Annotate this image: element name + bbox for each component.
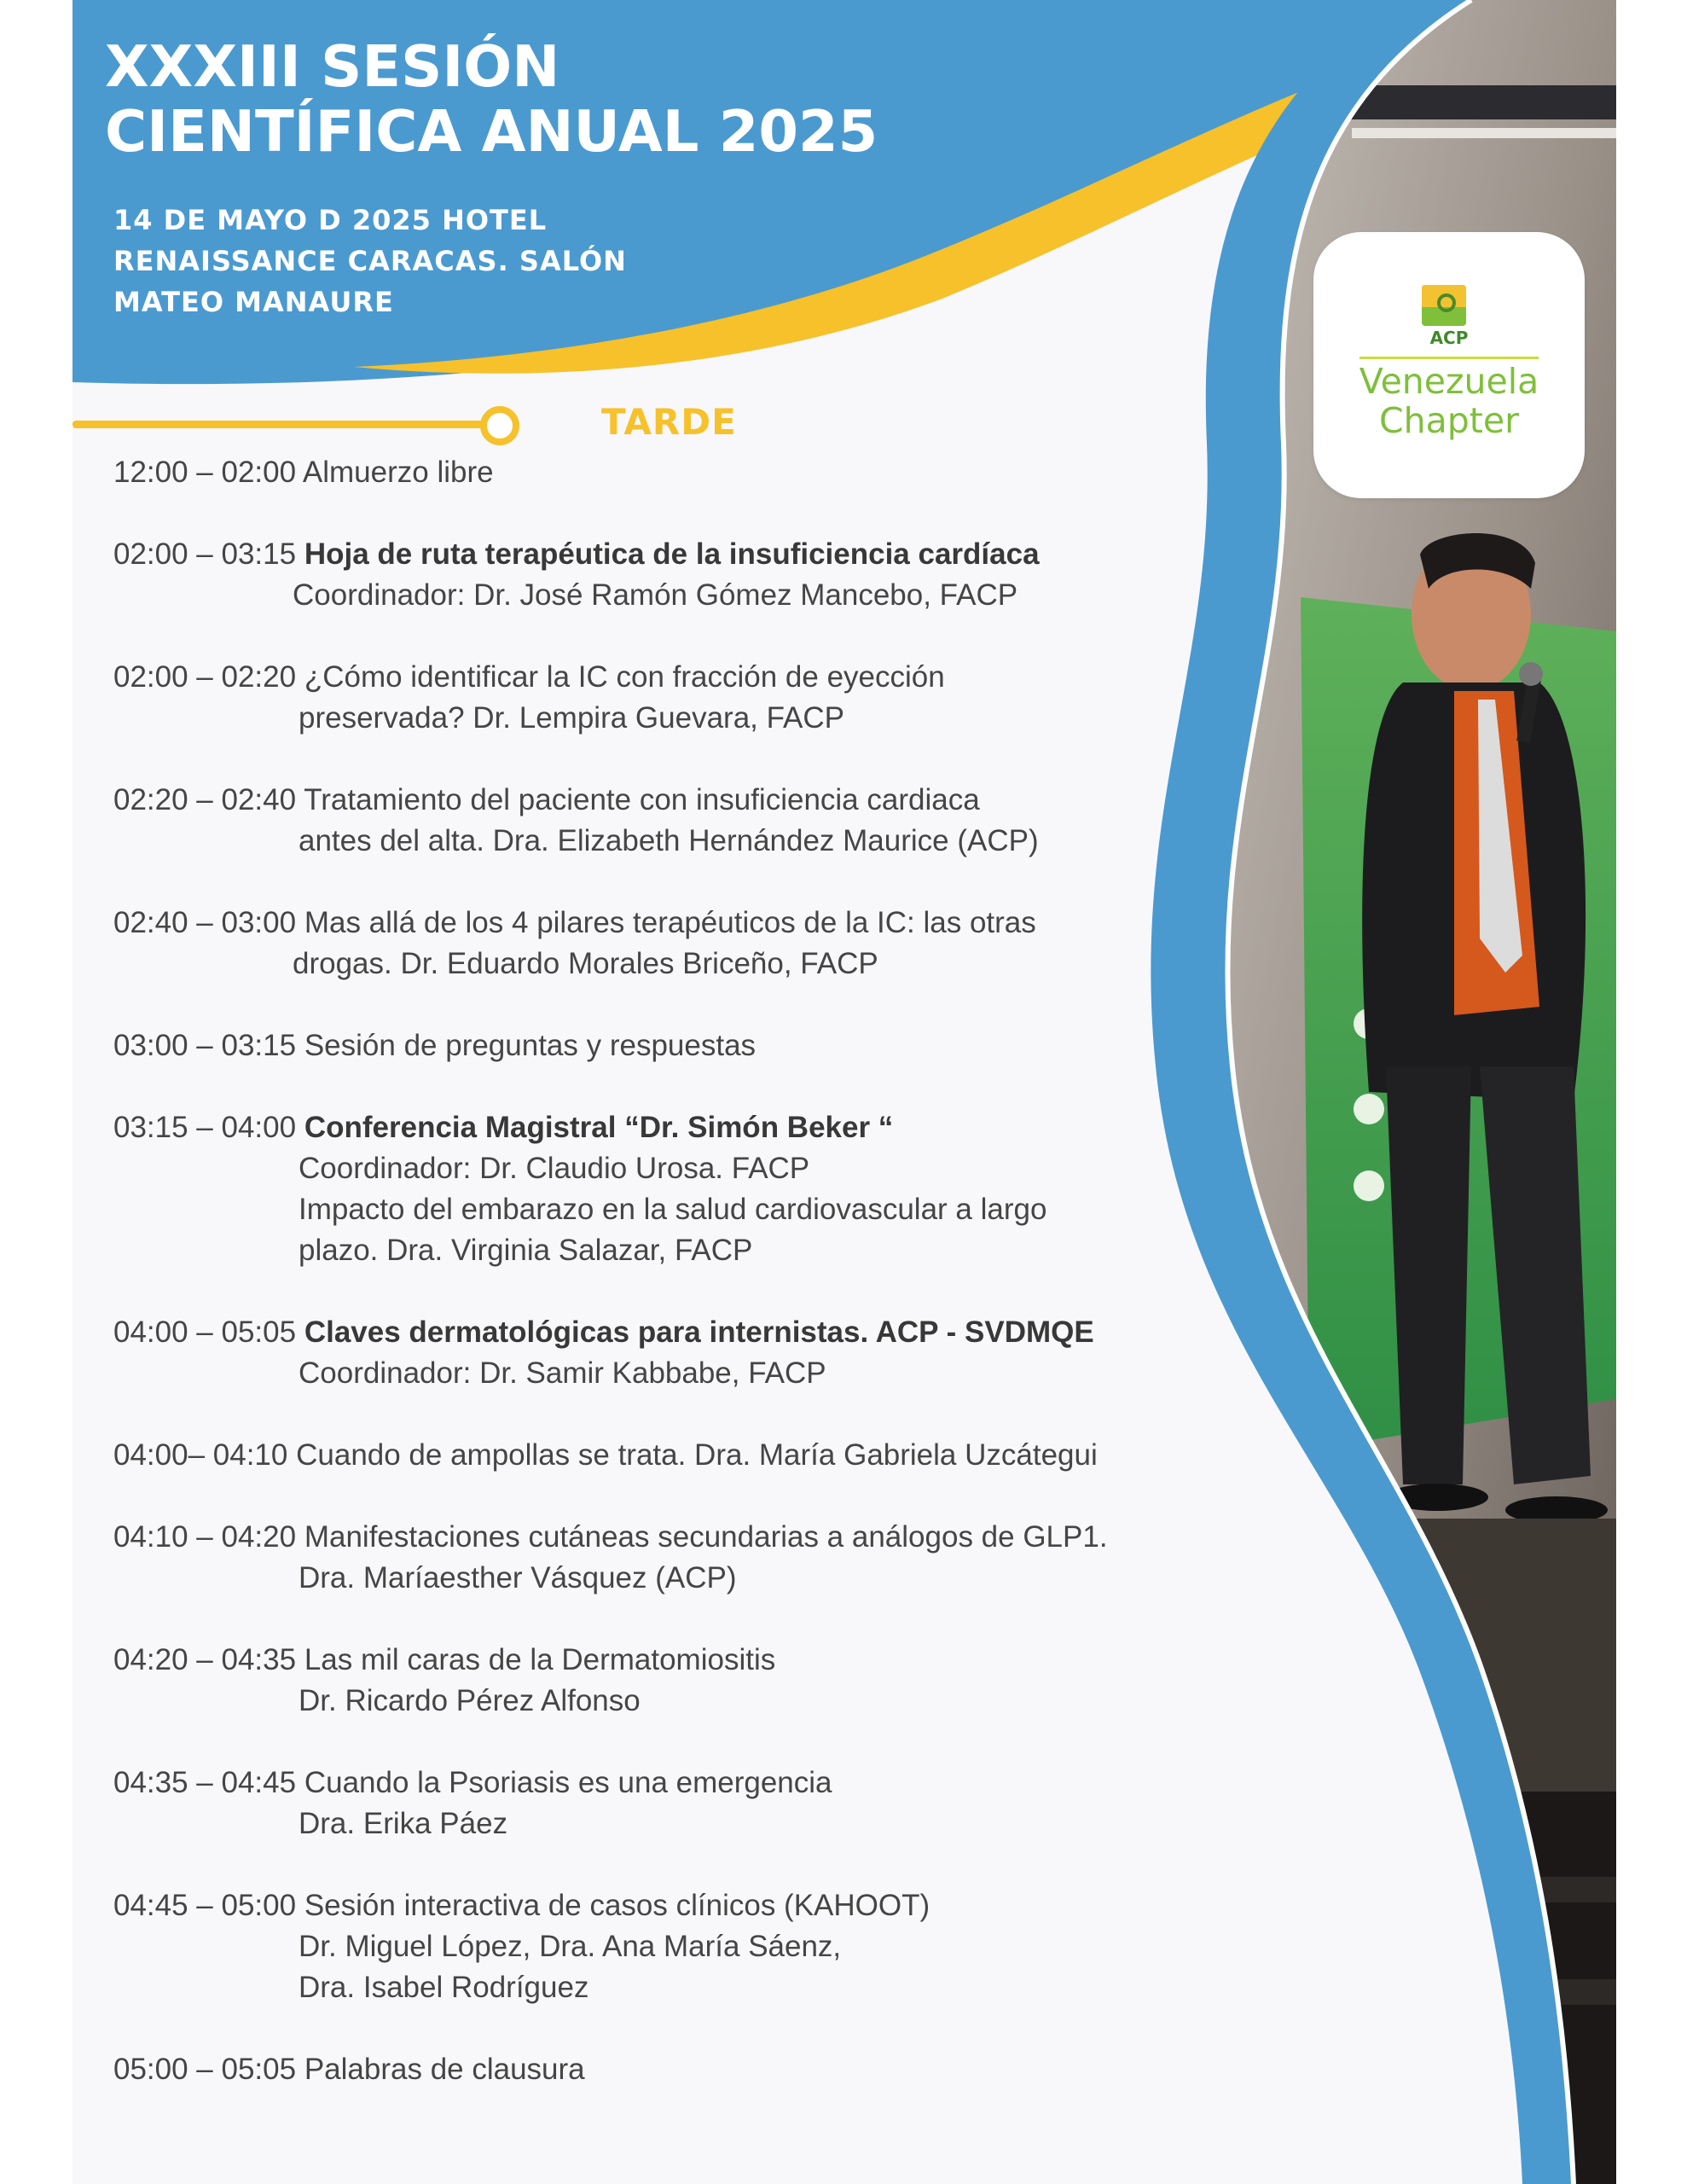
schedule-item [113,2049,1222,2090]
item-detail: preservada? Dr. Lempira Guevara, FACP [299,701,845,735]
item-time: 04:45 – 05:00 [113,1889,297,1922]
item-title: Cuando de ampollas se trata. Dra. María Gabriela Uzcátegui [296,1438,1098,1472]
item-title: Sesión de preguntas y respuestas [304,1029,757,1062]
item-time: 04:00 – 05:05 [113,1316,297,1349]
schedule-item [113,780,1222,862]
timeline-bar [72,421,486,428]
item-detail: Coordinador: Dr. José Ramón Gómez Mancebo, FACP [293,578,1018,612]
acp-logo-card [1313,232,1585,498]
item-title: Tratamiento del paciente con insuficiencia cardiaca [304,783,980,816]
item-title: Mas allá de los 4 pilares terapéuticos de la IC: las otras [304,906,1036,939]
logo-chapter-line-1: Venezuela [1359,361,1539,402]
item-detail: Coordinador: Dr. Samir Kabbabe, FACP [299,1356,826,1390]
item-detail: antes del alta. Dra. Elizabeth Hernández Maurice (ACP) [299,824,1039,857]
item-time: 02:40 – 03:00 [113,906,297,939]
item-title: Las mil caras de la Dermatomiositis [304,1643,776,1676]
poster [72,0,1616,2184]
item-title: Palabras de clausura [304,2053,585,2086]
schedule-list [113,452,1222,2090]
item-time: 03:15 – 04:00 [113,1111,297,1144]
item-detail: Dra. Erika Páez [299,1807,508,1840]
item-detail: plazo. Dra. Virginia Salazar, FACP [299,1234,753,1267]
schedule-item [113,1435,1222,1476]
schedule-item [113,1763,1222,1844]
item-detail: drogas. Dr. Eduardo Morales Briceño, FACP [293,947,878,980]
timeline-dot [480,406,519,445]
item-title: Claves dermatológicas para internistas. ACP - SVDMQE [304,1316,1094,1349]
item-detail: Dra. Maríaesther Vásquez (ACP) [299,1561,737,1594]
item-title: Conferencia Magistral “Dr. Simón Beker “ [304,1111,894,1144]
item-time: 03:00 – 03:15 [113,1029,297,1062]
title-line-1: XXXIII SESIÓN [105,33,560,100]
item-time: 05:00 – 05:05 [113,2053,297,2086]
schedule-item [113,1640,1222,1722]
logo-brand: ACP [1429,328,1469,348]
item-detail: Dra. Isabel Rodríguez [299,1971,589,2004]
schedule-item [113,452,1222,493]
venue-info [113,200,693,322]
schedule-item [113,1885,1222,2008]
item-title: Manifestaciones cutáneas secundarias a análogos de GLP1. [304,1520,1108,1554]
item-detail: Dr. Ricardo Pérez Alfonso [299,1684,641,1717]
item-time: 04:20 – 04:35 [113,1643,297,1676]
logo-chapter-text [1313,362,1585,440]
item-detail: Dr. Miguel López, Dra. Ana María Sáenz, [299,1930,842,1963]
item-time: 12:00 – 02:00 [113,456,297,489]
item-title: Sesión interactiva de casos clínicos (KAHOOT) [304,1889,930,1922]
section-label: TARDE [601,401,737,443]
title-line-2: CIENTÍFICA ANUAL 2025 [105,98,878,165]
schedule-item [113,657,1222,739]
schedule-item [113,1107,1222,1271]
acp-logo-icon [1422,285,1466,326]
schedule-item [113,534,1222,616]
item-title: Almuerzo libre [302,456,494,489]
item-detail: Impacto del embarazo en la salud cardiovascular a largo [299,1193,1047,1226]
venue-line-3: MATEO MANAURE [113,286,394,318]
schedule-item [113,903,1222,985]
venue-line-1: 14 DE MAYO D 2025 HOTEL [113,204,548,236]
item-time: 04:00– 04:10 [113,1438,288,1472]
schedule-item [113,1312,1222,1394]
item-time: 04:10 – 04:20 [113,1520,297,1554]
schedule-item [113,1517,1222,1599]
schedule-item [113,1025,1222,1066]
item-title: Hoja de ruta terapéutica de la insuficiencia cardíaca [304,537,1040,571]
item-title: ¿Cómo identificar la IC con fracción de eyección [304,660,945,694]
item-detail: Coordinador: Dr. Claudio Urosa. FACP [299,1152,810,1185]
logo-chapter-line-2: Chapter [1379,400,1519,441]
venue-line-2: RENAISSANCE CARACAS. SALÓN [113,245,627,277]
item-time: 02:00 – 02:20 [113,660,297,694]
item-time: 02:00 – 03:15 [113,537,297,571]
event-title [105,34,878,164]
item-time: 02:20 – 02:40 [113,783,297,816]
logo-divider [1359,357,1539,359]
item-title: Cuando la Psoriasis es una emergencia [304,1766,832,1799]
item-time: 04:35 – 04:45 [113,1766,297,1799]
